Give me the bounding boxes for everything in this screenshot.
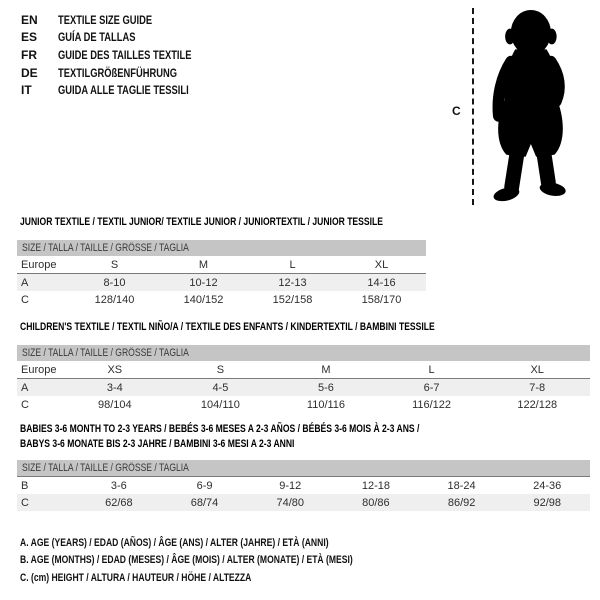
row-label: B: [21, 479, 29, 492]
language-title: TEXTILE SIZE GUIDE: [58, 12, 153, 27]
table-row: [17, 291, 426, 308]
size-cell: 12-13: [278, 276, 307, 289]
size-cell: 86/92: [447, 496, 476, 509]
size-cell: 104/110: [200, 398, 240, 411]
size-cell: 6-7: [423, 381, 440, 394]
size-cell: 9-12: [279, 479, 302, 492]
table-row: [17, 494, 590, 511]
language-row-es: [21, 29, 229, 47]
size-cell: S: [70, 256, 159, 274]
language-code: EN: [21, 12, 38, 27]
row-label: C: [21, 398, 29, 411]
language-title: GUÍA DE TALLAS: [58, 30, 136, 45]
language-row-it: [21, 81, 229, 99]
size-cell: 8-10: [103, 276, 126, 289]
toddler-silhouette-image: [482, 6, 578, 208]
junior-table-title: JUNIOR TEXTILE / TEXTIL JUNIOR/ TEXTILE JUNIOR / JUNIORTEXTIL / JUNIOR TESSILE: [20, 216, 383, 228]
size-cell: 24-36: [533, 479, 562, 492]
children-table-title: CHILDREN'S TEXTILE / TEXTIL NIÑO/A / TEXTILE DES ENFANTS / KINDERTEXTIL / BAMBINI TESSILE: [20, 321, 435, 333]
size-header-band: SIZE / TALLA / TAILLE / GRÖSSE / TAGLIA: [17, 345, 590, 361]
babies-size-table: [17, 460, 590, 511]
row-label: C: [21, 496, 29, 509]
size-cell: 62/68: [105, 496, 133, 509]
table-row: [17, 477, 590, 495]
footnote-b: B. AGE (MONTHS) / EDAD (MESES) / ÂGE (MOIS) / ALTER (MONATE) / ETÀ (MESI): [20, 554, 353, 567]
size-figure: [440, 0, 600, 215]
language-code: FR: [21, 47, 37, 62]
size-cell: 12-18: [361, 479, 390, 492]
size-cell: S: [168, 361, 274, 379]
size-cell: 92/98: [533, 496, 561, 509]
size-cell: 68/74: [190, 496, 219, 509]
row-label: Europe: [17, 256, 70, 274]
size-cell: 98/104: [97, 398, 132, 411]
language-row-fr: [21, 46, 229, 64]
size-cell: 14-16: [367, 276, 396, 289]
size-cell: 158/170: [361, 293, 402, 306]
size-cell: M: [159, 256, 248, 274]
table-row: [17, 274, 426, 292]
language-title: TEXTILGRÖßENFÜHRUNG: [58, 65, 178, 80]
size-cell: 6-9: [196, 479, 213, 492]
row-label: C: [21, 293, 29, 306]
measure-label-c: C: [452, 104, 461, 118]
size-cell: 152/158: [272, 293, 313, 306]
size-cell: 128/140: [94, 293, 135, 306]
size-cell: XL: [337, 256, 426, 274]
size-cell: 10-12: [189, 276, 218, 289]
size-cell: 74/80: [276, 496, 304, 509]
size-cell: M: [273, 361, 379, 379]
table-row: [17, 396, 590, 413]
language-title: GUIDA ALLE TAGLIE TESSILI: [58, 83, 189, 98]
row-label: Europe: [17, 361, 62, 379]
language-title: GUIDE DES TAILLES TEXTILE: [58, 47, 192, 62]
language-code: DE: [21, 65, 38, 80]
language-code: IT: [21, 83, 32, 98]
language-code: ES: [21, 30, 38, 45]
size-cell: XL: [484, 361, 590, 379]
row-label: A: [21, 276, 29, 289]
size-cell: 5-6: [318, 381, 334, 394]
children-size-table: [17, 345, 590, 413]
size-cell: L: [248, 256, 337, 274]
footnote-a: A. AGE (YEARS) / EDAD (AÑOS) / ÂGE (ANS) / ALTER (JAHRE) / ETÀ (ANNI): [20, 537, 329, 549]
row-label: A: [21, 381, 29, 394]
junior-size-table: [17, 240, 426, 308]
language-header: [21, 11, 229, 99]
language-row-de: [21, 64, 229, 82]
size-cell: XS: [62, 361, 168, 379]
table-row: [17, 379, 590, 397]
babies-table-title: BABIES 3-6 MONTH TO 2-3 YEARS / BEBÉS 3-6 MESES A 2-3 AÑOS / BÉBÉS 3-6 MOIS À 2-3 ANS / BABYS 3-6 MONATE BIS 2-3 JAHRE / BAMBINI 3-6 MESI A 2-3 ANNI: [20, 423, 420, 450]
table-row: [17, 361, 590, 379]
table-row: [17, 256, 426, 274]
size-cell: 7-8: [529, 381, 546, 394]
size-cell: 18-24: [447, 479, 476, 492]
size-header-band: SIZE / TALLA / TAILLE / GRÖSSE / TAGLIA: [17, 240, 426, 256]
footnote-c: C. (cm) HEIGHT / ALTURA / HAUTEUR / HÖHE / ALTEZZA: [20, 571, 252, 584]
size-cell: 110/116: [306, 398, 346, 411]
size-cell: 122/128: [517, 398, 558, 411]
size-cell: 116/122: [412, 398, 452, 411]
size-header-band: SIZE / TALLA / TAILLE / GRÖSSE / TAGLIA: [17, 460, 590, 477]
height-measure-dashed-line: [472, 8, 474, 205]
size-cell: L: [379, 361, 485, 379]
size-cell: 80/86: [362, 496, 390, 509]
size-cell: 3-6: [110, 479, 127, 492]
legend-footnotes: [20, 535, 447, 587]
size-cell: 4-5: [212, 381, 229, 394]
language-row-en: [21, 11, 229, 29]
size-cell: 140/152: [183, 293, 224, 306]
size-cell: 3-4: [106, 381, 123, 394]
